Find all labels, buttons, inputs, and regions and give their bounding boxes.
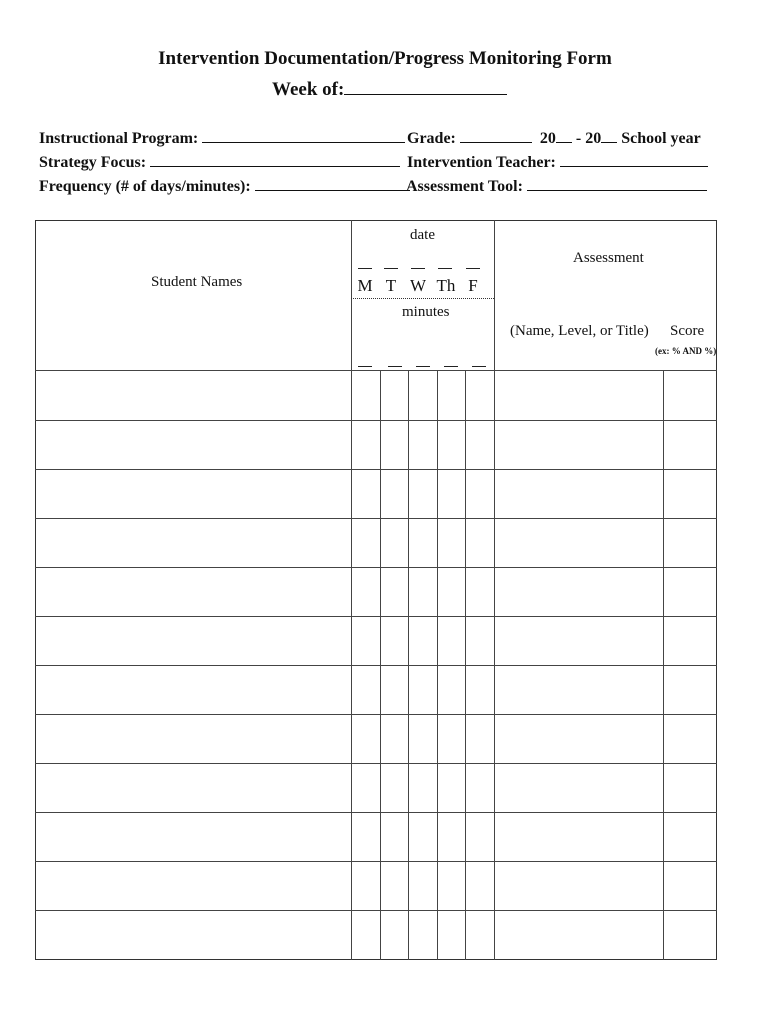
row-divider xyxy=(35,665,717,666)
row-divider xyxy=(35,616,717,617)
assessment-name-header: (Name, Level, or Title) xyxy=(510,323,649,339)
grade-label: Grade: xyxy=(407,130,456,147)
minutes-blank-th[interactable] xyxy=(444,366,458,367)
intervention-teacher-blank[interactable] xyxy=(560,152,708,167)
grade-field xyxy=(407,128,701,148)
row-divider xyxy=(35,567,717,568)
frequency-label: Frequency (# of days/minutes): xyxy=(39,178,251,195)
row-divider xyxy=(35,861,717,862)
date-blank-w[interactable] xyxy=(411,268,425,269)
row-divider xyxy=(35,763,717,764)
form-title: Intervention Documentation/Progress Monitoring Form xyxy=(158,48,612,69)
assessment-tool-field xyxy=(406,176,707,196)
row-divider xyxy=(35,469,717,470)
days-row-divider xyxy=(351,298,494,299)
minutes-blank-m[interactable] xyxy=(358,366,372,367)
row-divider xyxy=(35,812,717,813)
grade-blank[interactable] xyxy=(460,128,532,143)
intervention-teacher-label: Intervention Teacher: xyxy=(407,154,556,171)
date-header: date xyxy=(410,227,435,243)
year-prefix-1: 20 xyxy=(539,130,556,147)
strategy-focus-blank[interactable] xyxy=(150,152,400,167)
strategy-focus-label: Strategy Focus: xyxy=(39,154,147,171)
minutes-blank-w[interactable] xyxy=(416,366,430,367)
frequency-field xyxy=(39,176,410,196)
date-blank-m[interactable] xyxy=(358,268,372,269)
day-label-t: T xyxy=(385,276,397,295)
header-bottom-line xyxy=(35,370,717,371)
day-label-m: M xyxy=(357,276,373,295)
instructional-program-label: Instructional Program: xyxy=(39,130,199,147)
minutes-header: minutes xyxy=(402,304,450,320)
assessment-tool-label: Assessment Tool: xyxy=(406,178,523,195)
assessment-tool-blank[interactable] xyxy=(527,176,707,191)
instructional-program-blank[interactable] xyxy=(202,128,405,143)
row-divider xyxy=(35,420,717,421)
day-label-w: W xyxy=(409,276,427,295)
minutes-blank-f[interactable] xyxy=(472,366,486,367)
week-of-label: Week of: xyxy=(272,79,345,100)
school-year-label: School year xyxy=(621,130,701,147)
score-hint: (ex: % AND %) xyxy=(655,346,717,356)
score-header: Score xyxy=(670,323,705,339)
minutes-blank-t[interactable] xyxy=(388,366,402,367)
year-mid: - 20 xyxy=(575,130,602,147)
row-divider xyxy=(35,910,717,911)
day-label-th: Th xyxy=(436,276,456,295)
intervention-teacher-field xyxy=(407,152,708,172)
frequency-blank[interactable] xyxy=(255,176,410,191)
date-blank-f[interactable] xyxy=(466,268,480,269)
week-of-blank[interactable] xyxy=(344,76,507,95)
row-divider xyxy=(35,518,717,519)
header-divider-days xyxy=(494,220,495,960)
date-blank-th[interactable] xyxy=(438,268,452,269)
strategy-focus-field xyxy=(39,152,400,172)
assessment-header: Assessment xyxy=(573,250,644,266)
header-divider-names xyxy=(351,220,352,960)
year-blank-2[interactable] xyxy=(601,128,617,143)
row-divider xyxy=(35,714,717,715)
day-label-f: F xyxy=(468,276,478,295)
week-of-line xyxy=(272,76,507,101)
date-blank-t[interactable] xyxy=(384,268,398,269)
instructional-program-field xyxy=(39,128,405,148)
year-blank-1[interactable] xyxy=(556,128,572,143)
student-names-header: Student Names xyxy=(151,274,243,290)
